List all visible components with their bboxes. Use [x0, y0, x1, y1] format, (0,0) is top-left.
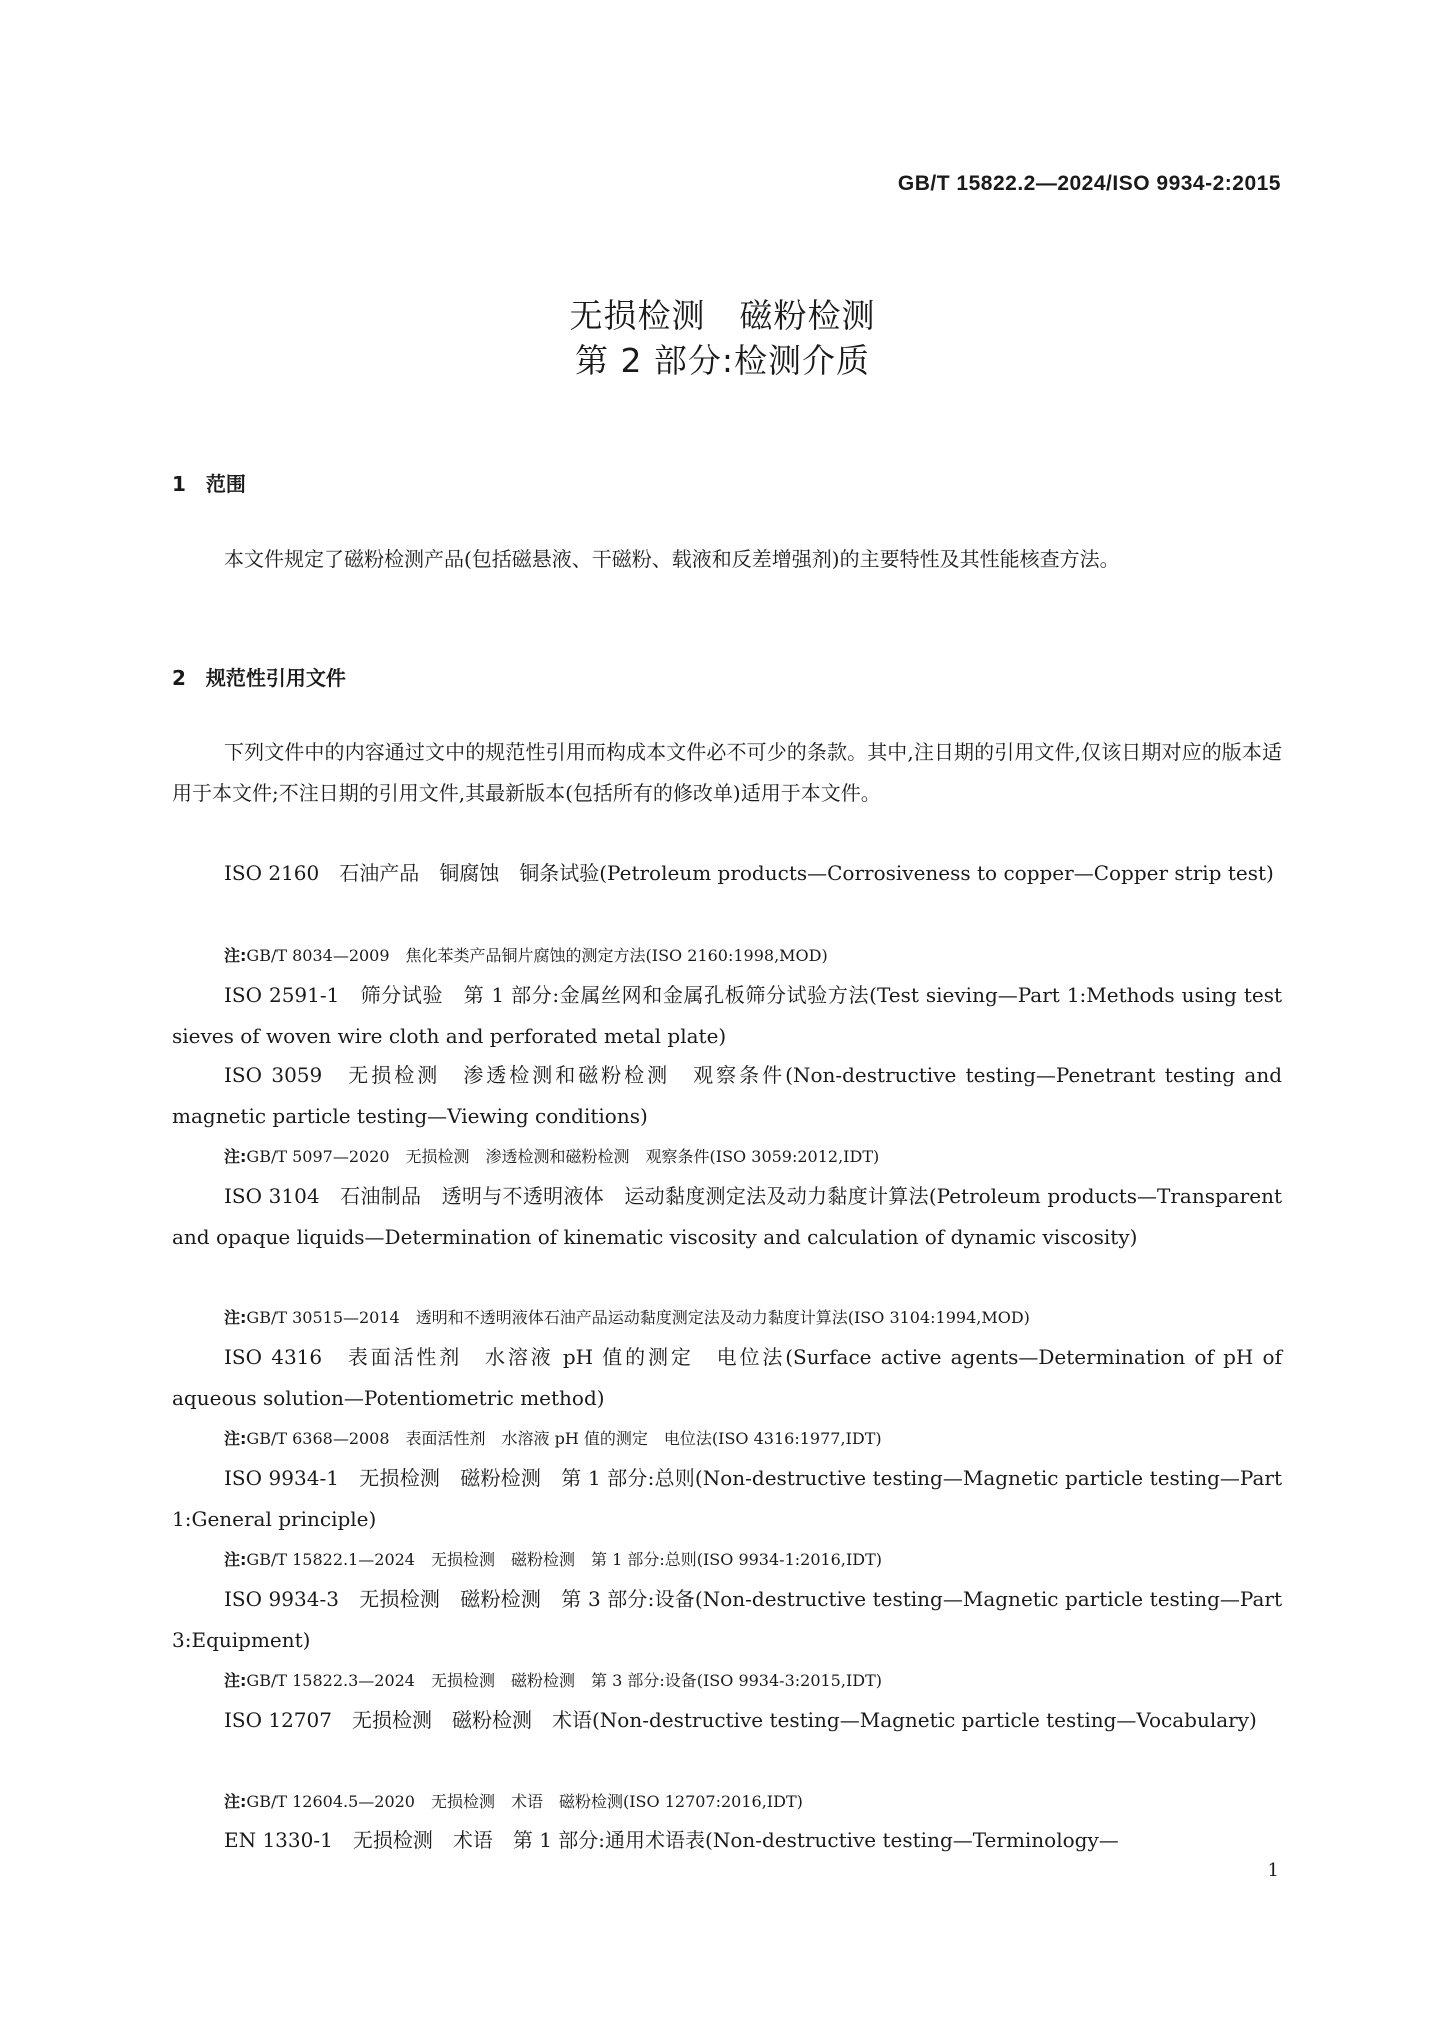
note-label: 注: — [224, 1429, 247, 1448]
reference-entry: ISO 2160 石油产品 铜腐蚀 铜条试验(Petroleum products—Corrosiveness to copper—Copper strip test) — [224, 861, 1274, 885]
reference-note — [224, 944, 1284, 968]
reference-entry: ISO 4316 表面活性剂 水溶液 pH 值的测定 电位法(Surface active agents—Determination of pH of aqueous solution—Potentiometric method) — [172, 1345, 1282, 1410]
reference-entry: ISO 2591-1 筛分试验 第 1 部分:金属丝网和金属孔板筛分试验方法(Test sieving—Part 1:Methods using test sieves of woven wire cloth and perforated metal plate) — [172, 983, 1282, 1048]
section-heading-normative-references: 2 规范性引用文件 — [172, 666, 346, 690]
title-line-1: 无损检测 磁粉检测 — [569, 296, 876, 335]
note-text: GB/T 6368—2008 表面活性剂 水溶液 pH 值的测定 电位法(ISO 4316:1977,IDT) — [246, 1429, 882, 1448]
reference-note — [224, 1548, 1284, 1572]
note-text: GB/T 15822.1—2024 无损检测 磁粉检测 第 1 部分:总则(ISO 9934-1:2016,IDT) — [246, 1550, 883, 1569]
section-heading-scope: 1 范围 — [172, 472, 246, 496]
note-text: GB/T 30515—2014 透明和不透明液体石油产品运动黏度测定法及动力黏度计算法(ISO 3104:1994,MOD) — [246, 1308, 1030, 1327]
reference-entry: ISO 3104 石油制品 透明与不透明液体 运动黏度测定法及动力黏度计算法(Petroleum products—Transparent and opaque liquids—Determination of kinematic viscosity and calculation of dynamic viscosity) — [172, 1184, 1282, 1249]
page-number: 1 — [1267, 1860, 1279, 1881]
document-title — [0, 293, 1445, 383]
reference-entry: ISO 3059 无损检测 渗透检测和磁粉检测 观察条件(Non-destructive testing—Penetrant testing and magnetic particle testing—Viewing conditions) — [172, 1063, 1282, 1128]
reference-note — [224, 1669, 1284, 1693]
reference-entry: EN 1330-1 无损检测 术语 第 1 部分:通用术语表(Non-destructive testing—Terminology— — [224, 1828, 1119, 1852]
normative-references-intro: 下列文件中的内容通过文中的规范性引用而构成本文件必不可少的条款。其中,注日期的引用文件,仅该日期对应的版本适用于本文件;不注日期的引用文件,其最新版本(包括所有的修改单)适用于本文件。 — [172, 740, 1282, 805]
standard-code: GB/T 15822.2—2024/ISO 9934-2:2015 — [897, 172, 1281, 195]
reference-note — [224, 1427, 1284, 1451]
note-label: 注: — [224, 946, 247, 965]
reference-note — [224, 1306, 1284, 1330]
reference-entry: ISO 12707 无损检测 磁粉检测 术语(Non-destructive testing—Magnetic particle testing—Vocabulary) — [224, 1708, 1257, 1732]
reference-entry: ISO 9934-1 无损检测 磁粉检测 第 1 部分:总则(Non-destructive testing—Magnetic particle testing—Part 1:General principle) — [172, 1466, 1282, 1531]
note-text: GB/T 15822.3—2024 无损检测 磁粉检测 第 3 部分:设备(ISO 9934-3:2015,IDT) — [246, 1671, 883, 1690]
note-label: 注: — [224, 1147, 247, 1166]
reference-entry: ISO 9934-3 无损检测 磁粉检测 第 3 部分:设备(Non-destructive testing—Magnetic particle testing—Part 3:Equipment) — [172, 1587, 1282, 1652]
reference-note — [224, 1145, 1284, 1169]
note-label: 注: — [224, 1671, 247, 1690]
note-label: 注: — [224, 1308, 247, 1327]
title-line-2: 第 2 部分:检测介质 — [574, 341, 871, 380]
scope-paragraph: 本文件规定了磁粉检测产品(包括磁悬液、干磁粉、载液和反差增强剂)的主要特性及其性能核查方法。 — [224, 547, 1120, 571]
note-label: 注: — [224, 1792, 247, 1811]
note-label: 注: — [224, 1550, 247, 1569]
reference-note — [224, 1790, 1284, 1814]
note-text: GB/T 5097—2020 无损检测 渗透检测和磁粉检测 观察条件(ISO 3059:2012,IDT) — [246, 1147, 880, 1166]
note-text: GB/T 8034—2009 焦化苯类产品铜片腐蚀的测定方法(ISO 2160:1998,MOD) — [246, 946, 828, 965]
note-text: GB/T 12604.5—2020 无损检测 术语 磁粉检测(ISO 12707:2016,IDT) — [246, 1792, 803, 1811]
